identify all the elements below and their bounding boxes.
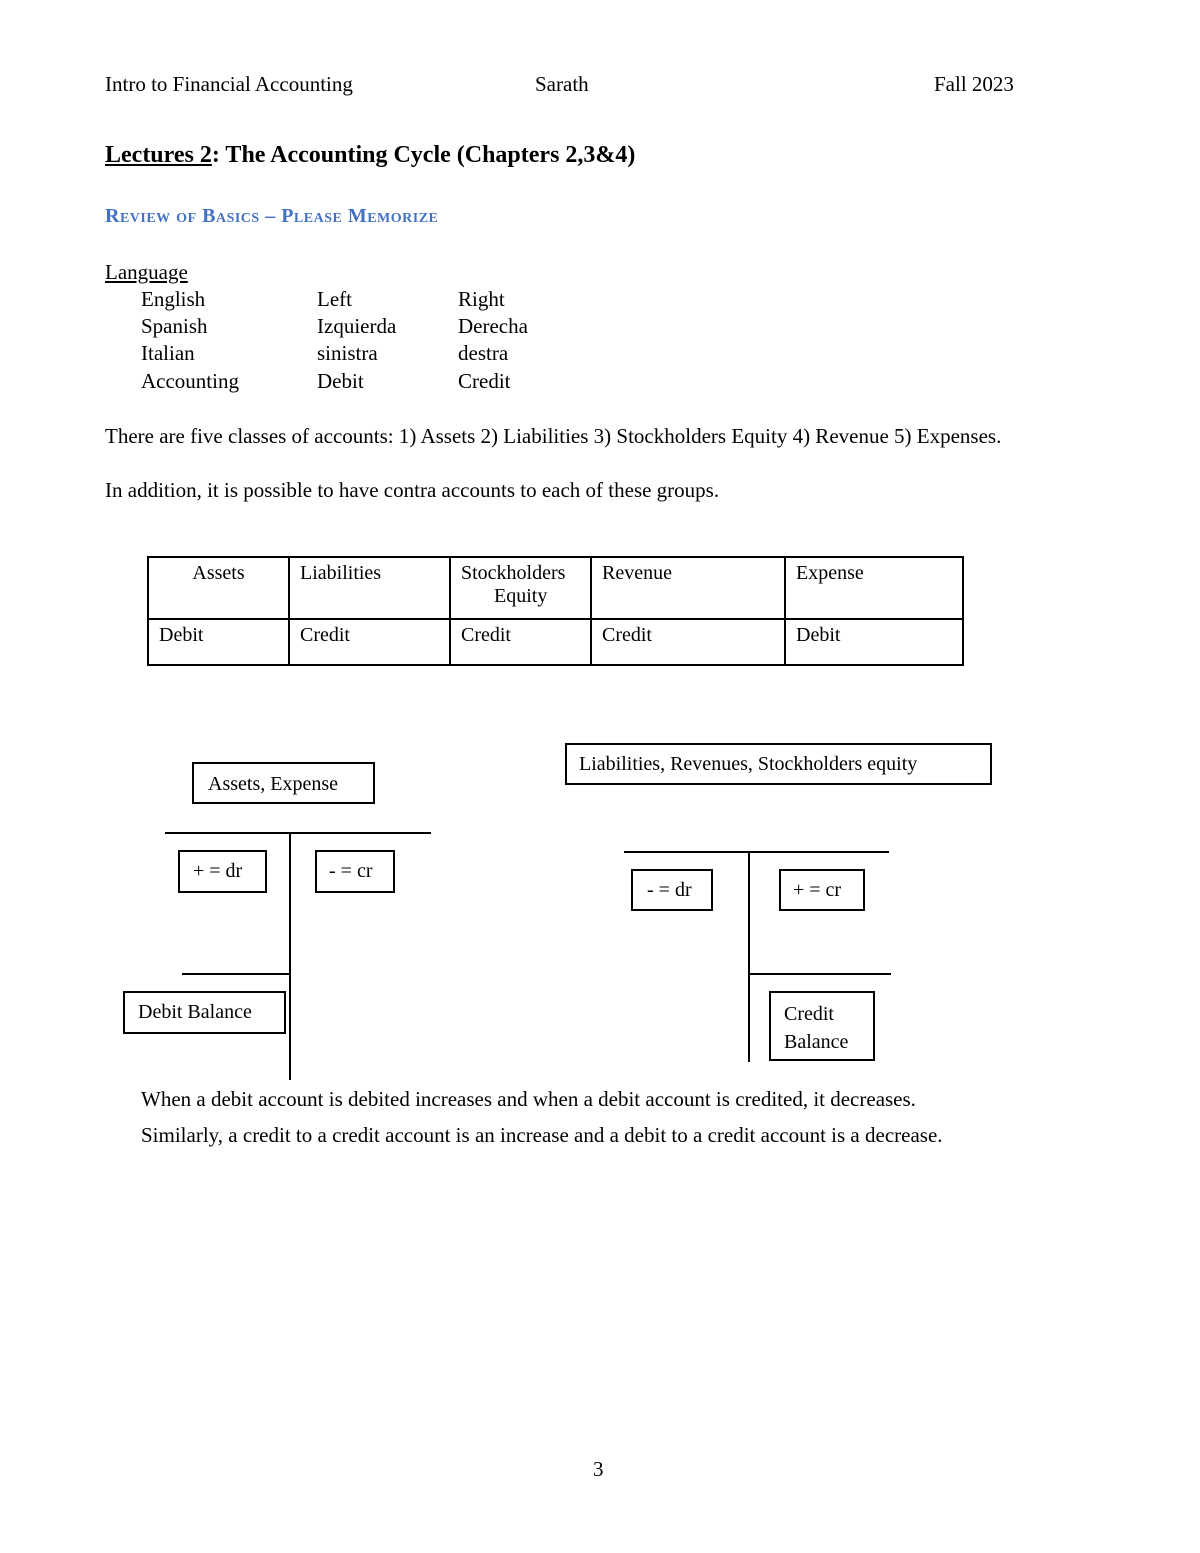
language-name: Accounting xyxy=(141,369,239,393)
header-course: Intro to Financial Accounting xyxy=(105,72,353,96)
language-right: Derecha xyxy=(458,314,528,338)
table-cell: Debit xyxy=(148,619,289,665)
language-left: sinistra xyxy=(317,341,378,365)
t-account-right-credit-label: + = cr xyxy=(779,869,865,911)
language-left: Izquierda xyxy=(317,314,397,338)
t-account-left-balance-rule xyxy=(182,973,290,975)
language-right: Right xyxy=(458,287,505,311)
table-cell: Credit xyxy=(591,619,785,665)
table-header-cell xyxy=(591,557,785,619)
language-left: Debit xyxy=(317,369,364,393)
t-account-left-debit-label: + = dr xyxy=(178,850,267,893)
t-account-right-balance-rule xyxy=(748,973,891,975)
header-liabilities: Liabilities xyxy=(300,562,382,584)
balance-line-1: Credit xyxy=(784,1003,834,1025)
paragraph-contra: In addition, it is possible to have contra accounts to each of these groups. xyxy=(105,478,720,502)
language-name: Italian xyxy=(141,341,195,365)
page-title xyxy=(105,142,635,169)
header-stockholders: Stockholders xyxy=(461,562,566,584)
table-cell: Credit xyxy=(289,619,450,665)
t-account-right-title: Liabilities, Revenues, Stockholders equity xyxy=(565,743,992,785)
t-account-right-balance xyxy=(769,991,875,1061)
header-term: Fall 2023 xyxy=(934,72,1014,96)
language-right: destra xyxy=(458,341,509,365)
title-rest: : The Accounting Cycle (Chapters 2,3&4) xyxy=(211,142,636,168)
header-equity: Equity xyxy=(494,585,548,607)
t-account-left-title: Assets, Expense xyxy=(192,762,375,804)
account-table xyxy=(147,556,964,666)
language-name: Spanish xyxy=(141,314,208,338)
t-account-left-vertical-rule xyxy=(289,832,291,1080)
language-right: Credit xyxy=(458,369,511,393)
language-left: Left xyxy=(317,287,352,311)
t-account-right-debit-label: - = dr xyxy=(631,869,713,911)
language-name: English xyxy=(141,287,206,311)
t-account-left-top-rule xyxy=(165,832,431,834)
table-cell: Debit xyxy=(785,619,963,665)
header-revenue: Revenue xyxy=(602,562,672,584)
closing-line-2: Similarly, a credit to a credit account is an increase and a debit to a credit account is a decrease. xyxy=(141,1123,943,1147)
closing-line-1: When a debit account is debited increases and when a debit account is credited, it decreases. xyxy=(141,1087,916,1111)
header-assets: Assets xyxy=(192,562,245,584)
header-instructor: Sarath xyxy=(535,72,589,96)
page-number: 3 xyxy=(593,1457,604,1481)
table-header-cell xyxy=(785,557,963,619)
balance-line-2: Balance xyxy=(784,1031,849,1053)
table-header-cell xyxy=(450,557,591,619)
language-label: Language xyxy=(105,260,188,284)
table-header-cell xyxy=(289,557,450,619)
title-lecture: Lectures 2 xyxy=(105,142,212,168)
t-account-right-top-rule xyxy=(624,851,889,853)
table-header-cell xyxy=(148,557,289,619)
section-heading: Review of Basics – Please Memorize xyxy=(105,205,439,227)
header-expense: Expense xyxy=(796,562,864,584)
t-account-left-credit-label: - = cr xyxy=(315,850,395,893)
paragraph-classes: There are five classes of accounts: 1) Assets 2) Liabilities 3) Stockholders Equity 4) Revenue 5) Expenses. xyxy=(105,424,1002,448)
t-account-left-balance: Debit Balance xyxy=(123,991,286,1034)
t-account-right-vertical-rule xyxy=(748,851,750,1062)
table-cell: Credit xyxy=(450,619,591,665)
